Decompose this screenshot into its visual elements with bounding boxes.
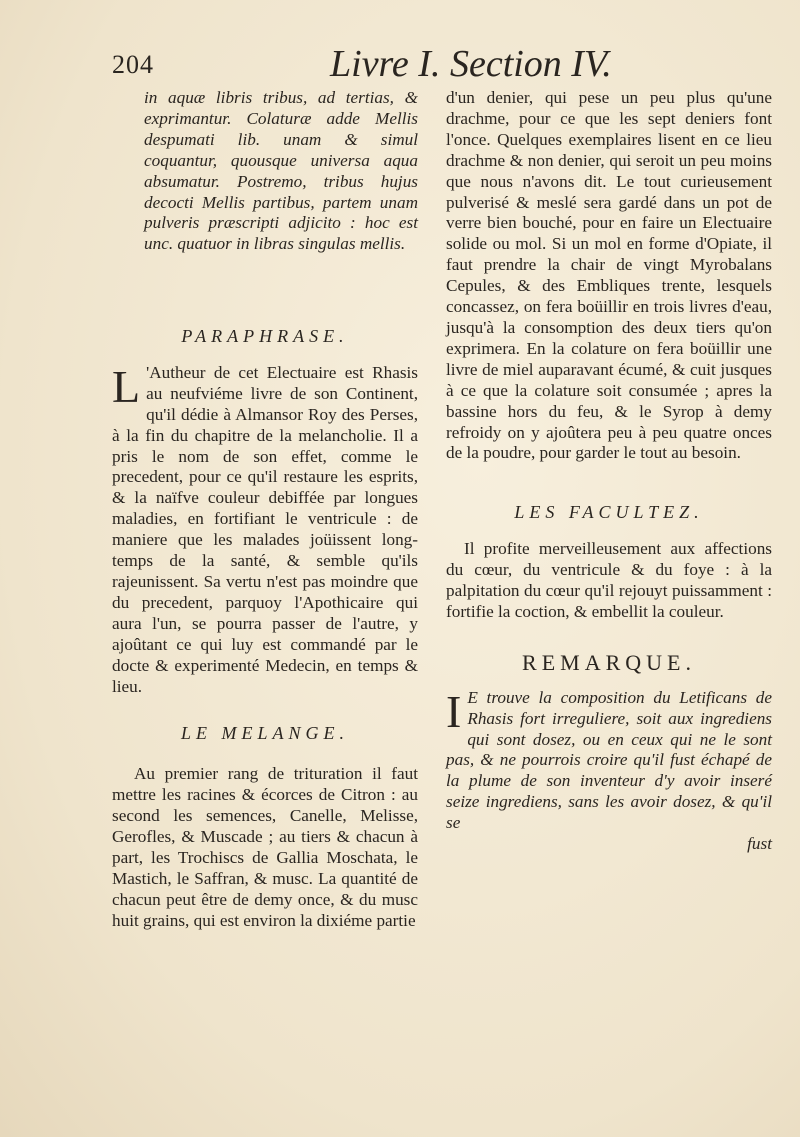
facultez-heading: LES FACULTEZ. <box>514 502 704 523</box>
remarque-text: E trouve la composition du Letificans de Rhasis fort irreguliere, soit aux ingrediens qui sont dosez, ou en ceux qui ne le sont pas, & ne pourrois croire qu'il fust échapé de la plume de son inventeur d'y avoir inseré seize ingrediens, sans les avoir dosez, & qu'il se <box>446 687 772 833</box>
continuation-text: d'un denier, qui pese un peu plus qu'une drachme, pour ce que les sept deniers font l'once. Quelques exemplaires lisent en ce lieu drachme & non denier, qui seroit un peu moins que nous n'avons dit. Le tout curieusement pulverisé & meslé sera gardé dans un pot de verre bien bouché, pour en faire un Electuaire solide ou mol. Si un mol en forme d'Opiate, il faut prendre la chair de vingt Myrobalans Cepules, & des Embliques trente, lesquels concassez, on fera boüillir en trois livres d'eau, jusqu'à la consomption des deux tiers qu'on exprimera. En la colature on fera boüillir une livre de miel auparavant écumé, & cuit jusques à ce que la colature soit consumée ; apres la bassine hors du feu, & le Syrop à demy refroidy on y ajoûtera peu à peu quatre onces de la poudre, pour garder le tout au besoin. <box>446 88 772 463</box>
running-title: Livre I. Section IV. <box>330 43 612 85</box>
remarque-dropcap: I <box>446 685 462 737</box>
melange-heading: LE MELANGE. <box>180 723 349 744</box>
right-column <box>446 88 772 855</box>
page-number: 204 <box>112 50 154 79</box>
remarque-heading: REMARQUE. <box>522 649 696 675</box>
paraphrase-heading: PARAPHRASE. <box>181 326 349 346</box>
paraphrase-text: 'Autheur de cet Electuaire est Rhasis au neufviéme livre de son Continent, qu'il dédie à Almansor Roy des Perses, à la fin du chapitre de la melancholie. Il a pris le nom de son effet, comme le precedent, pour ce qu'il restaure les esprits, & la naïfve couleur debiffée par longues maladies, en fortifiant le ventricule : de maniere que les malades joüissent long-temps de la santé, & semble qu'ils rajeunissent. Sa vertu n'est pas moindre que du precedent, parquoy l'Apothicaire qui aura l'un, se pourra passer de l'autre, y ajoûtant ce qui luy est commandé par le docte & experimenté Medecin, en temps & lieu. <box>112 362 418 696</box>
catchword: fust <box>747 834 772 854</box>
paraphrase-dropcap: L <box>112 360 141 412</box>
remarque-paragraph <box>446 685 772 834</box>
melange-text: Au premier rang de trituration il faut mettre les racines & écorces de Citron : au second les semences, Canelle, Melisse, Gerofles, & Muscade ; au tiers & chacun à part, les Trochiscs de Gallia Moschata, le Mastich, le Saffran, & musc. La quantité de chacun peut être de demy once, & du musc huit grains, qui est environ la dixiéme partie <box>112 764 418 930</box>
facultez-text: Il profite merveilleusement aux affections du cœur, du ventricule & du foye : à la palpitation du cœur qu'il rejouyt puissamment : fortifie la coction, & embellit la couleur. <box>446 539 772 621</box>
page-header <box>112 42 760 92</box>
left-column <box>112 88 418 932</box>
paraphrase-paragraph <box>112 360 418 698</box>
latin-recipe-text: in aquæ libris tribus, ad tertias, & exprimantur. Colaturæ adde Mellis despumati lib. unam & simul coquantur, quousque universa aqua absumatur. Postremo, tribus hujus decocti Mellis partibus, partem unam pulveris præscripti adjicito : hoc est unc. quatuor in libras singulas mellis. <box>144 88 418 254</box>
